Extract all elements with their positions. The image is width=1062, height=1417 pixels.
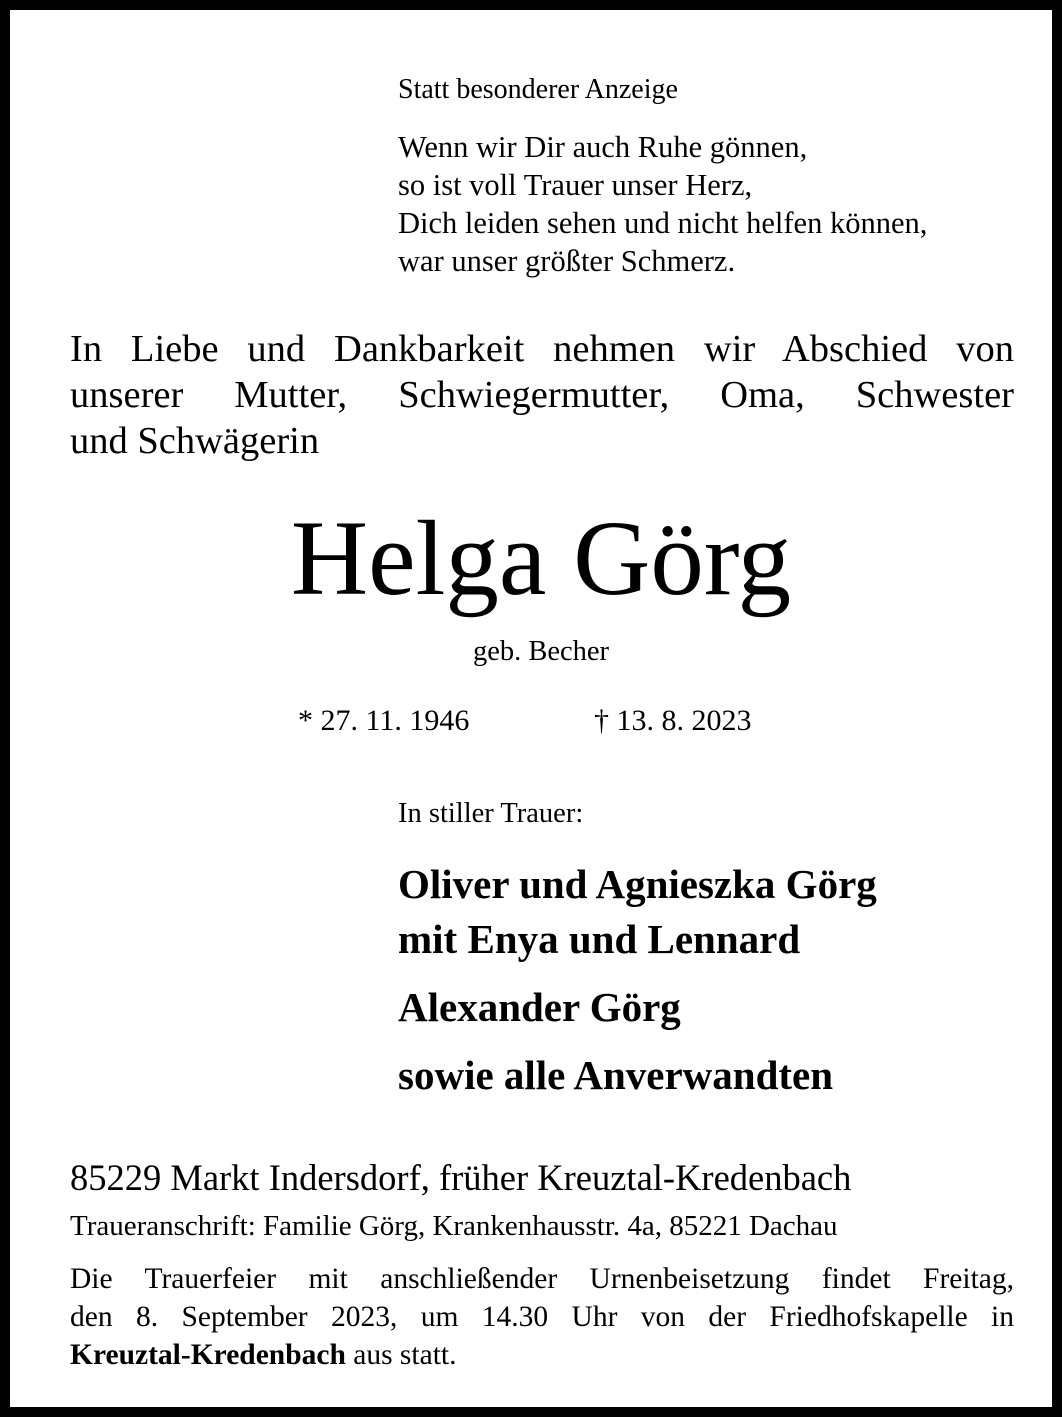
mourner-line: sowie alle Anverwandten	[398, 1052, 834, 1098]
mourner-line: mit Enya und Lennard	[398, 916, 801, 962]
mourning-address: Traueranschrift: Familie Görg, Krankenhausstr. 4a, 85221 Dachau	[70, 1210, 838, 1242]
poem-line: Dich leiden sehen und nicht helfen können,	[398, 206, 928, 240]
poem	[398, 128, 927, 280]
mourning-label: In stiller Trauer:	[398, 798, 584, 829]
poem-line: war unser größter Schmerz.	[398, 244, 736, 278]
mourner-line: Alexander Görg	[398, 984, 681, 1030]
intro-line: In Liebe und Dankbarkeit nehmen wir Abschied von	[70, 328, 1014, 370]
ceremony-place: Kreuztal-Kredenbach	[70, 1339, 346, 1371]
notice-type-label: Statt besonderer Anzeige	[398, 74, 678, 105]
birth-date: * 27. 11. 1946	[298, 704, 470, 737]
intro-line: unserer Mutter, Schwiegermutter, Oma, Schwester	[70, 374, 1014, 416]
ceremony-line: den 8. September 2023, um 14.30 Uhr von der Friedhofskapelle in	[70, 1301, 1014, 1333]
deceased-name: Helga Görg	[290, 500, 792, 618]
ceremony-line	[70, 1336, 1014, 1374]
location: 85229 Markt Indersdorf, früher Kreuztal-Kredenbach	[70, 1157, 852, 1198]
ceremony-line: Die Trauerfeier mit anschließender Urnenbeisetzung findet Freitag,	[70, 1263, 1014, 1295]
intro-line: und Schwägerin	[70, 420, 320, 462]
maiden-name: geb. Becher	[472, 636, 610, 667]
ceremony-end: aus statt.	[345, 1339, 457, 1371]
poem-line: Wenn wir Dir auch Ruhe gönnen,	[398, 130, 808, 164]
farewell-intro	[70, 326, 1014, 464]
mourner-line: Oliver und Agnieszka Görg	[398, 861, 877, 907]
death-date: † 13. 8. 2023	[594, 704, 752, 737]
ceremony-details	[70, 1260, 1014, 1374]
poem-line: so ist voll Trauer unser Herz,	[398, 168, 753, 202]
